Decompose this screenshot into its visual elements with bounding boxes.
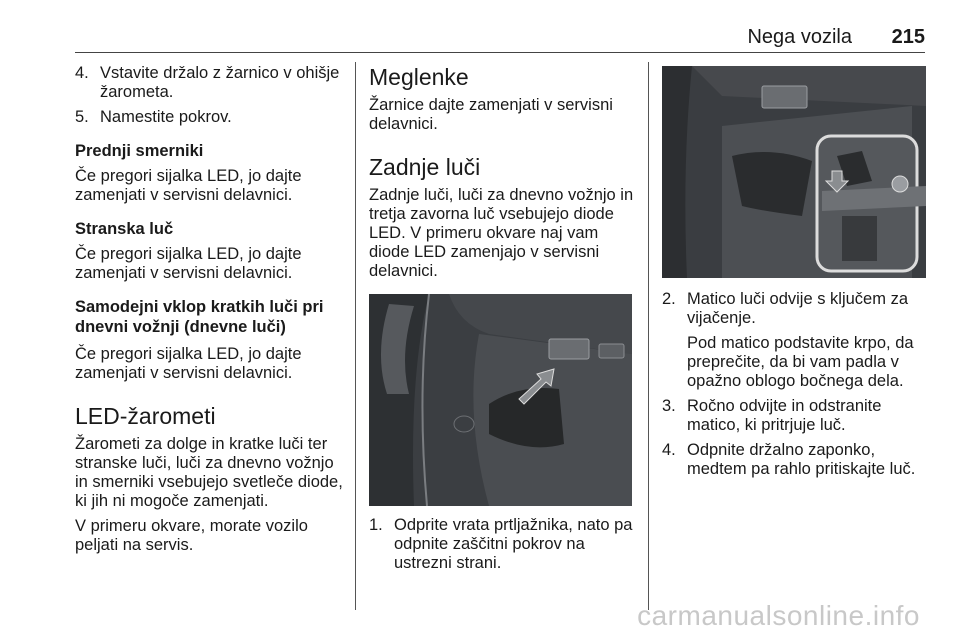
page-header [75,26,925,50]
rear-light-nut-icon [662,66,926,278]
column-2 [369,64,637,315]
page-number: 215 [891,26,925,48]
list-item: 4. Vstavite držalo z žarnico v ohišje žarometa. [75,64,340,101]
paragraph: Žarometi za dolge in kratke luči ter stranske luči, luči za dnevno vožnjo in smerniki vsebujejo svetleče diode, ki jih ni mogoče zamenjati. [75,435,343,510]
header-title: Nega vozila [747,26,852,48]
column-1 [75,64,345,555]
heading-led-headlights: LED-žarometi [75,403,216,429]
paragraph: Pod matico podstavite krpo, da preprečite, da bi vam padla v opažno oblogo bočnega dela. [687,334,914,390]
column-2-lower [369,516,637,573]
paragraph: Žarnice dajte zamenjati v servisni delavnici. [369,96,613,133]
watermark: carmanualsonline.info [637,600,920,631]
list-item: 1. Odprite vrata prtljažnika, nato pa odpnite zaščitni pokrov na ustrezni strani. [369,516,633,572]
paragraph: Če pregori sijalka LED, jo dajte zamenjati v servisni delavnici. [75,245,302,282]
rear-light-figure [662,66,926,278]
heading-front-indicators: Prednji smerniki [75,142,204,160]
heading-rear-lights: Zadnje luči [369,154,481,180]
paragraph: Zadnje luči, luči za dnevno vožnjo in tretja zavorna luč vsebujejo diode LED. V primeru okvare naj vam diode LED zamenjajo v servisni delavnici. [369,186,634,280]
trunk-interior-figure [369,294,632,506]
column-divider [355,62,356,610]
list-item: 5. Namestite pokrov. [75,108,232,126]
heading-side-light: Stranska luč [75,220,174,238]
list-item: 3. Ročno odvijte in odstranite matico, ki pritrjuje luč. [662,397,882,434]
list-item: 4. Odpnite držalno zaponko, medtem pa rahlo pritiskajte luč. [662,441,916,478]
paragraph: Če pregori sijalka LED, jo dajte zamenjati v servisni delavnici. [75,345,302,382]
header-rule [75,52,925,53]
heading-daytime-lights: Samodejni vklop kratkih luči pri dnevni vožnji (dnevne luči) [75,298,324,336]
paragraph: V primeru okvare, morate vozilo peljati na servis. [75,517,308,554]
heading-fog-lights: Meglenke [369,64,469,90]
column-divider [648,62,649,610]
trunk-interior-icon [369,294,632,506]
list-item: 2. Matico luči odvije s ključem za vijačenje. [662,290,908,327]
paragraph: Če pregori sijalka LED, jo dajte zamenjati v servisni delavnici. [75,167,302,204]
column-3 [662,290,930,479]
